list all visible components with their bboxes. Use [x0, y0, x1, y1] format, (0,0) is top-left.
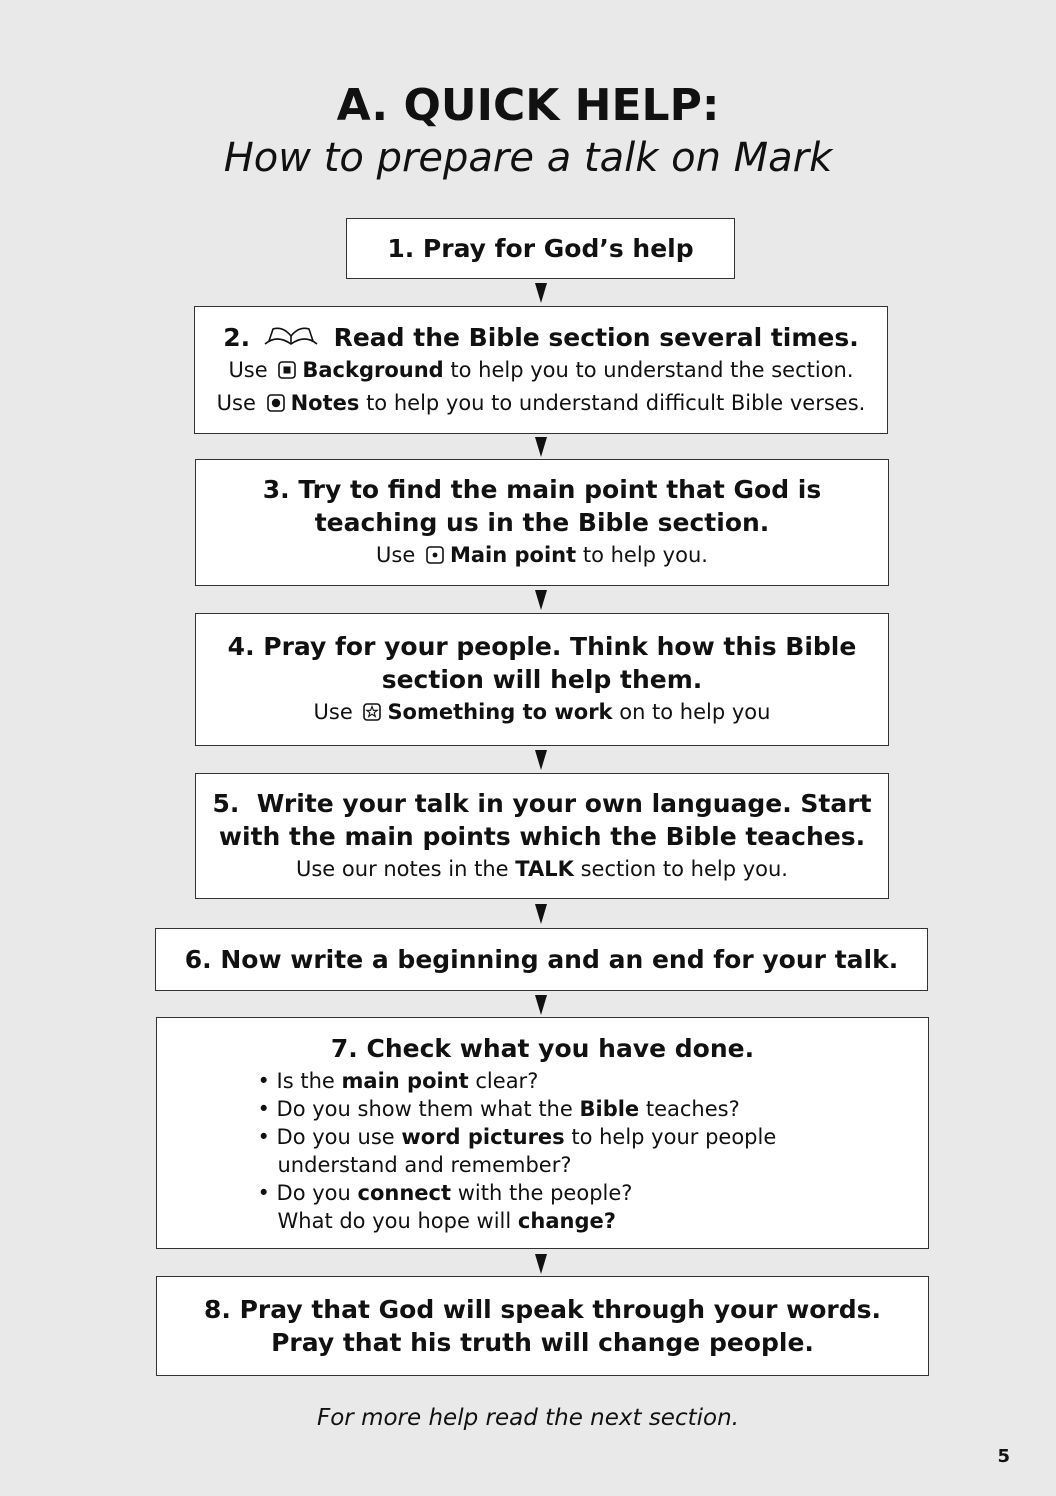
- checklist-item-1-bold: main point: [341, 1068, 469, 1093]
- step-2-line-1-post: to help you to understand the section.: [450, 357, 854, 382]
- step-2-line-2: [217, 387, 866, 420]
- step-5-line-1: [296, 853, 788, 886]
- step-3-box: [195, 459, 889, 586]
- arrow-1: [535, 283, 547, 303]
- arrow-5: [535, 904, 547, 924]
- step-3-line-1-bold: Main point: [449, 543, 577, 567]
- arrow-3: [535, 590, 547, 610]
- checklist-item-3-pre: • Do you use: [257, 1124, 395, 1149]
- checklist-item-1-pre: • Is the: [257, 1068, 335, 1093]
- checklist-item-2: [258, 1095, 858, 1123]
- step-2-line-1-bold: Background: [302, 357, 444, 382]
- arrow-4: [535, 750, 547, 770]
- step-4-box: [195, 613, 889, 746]
- step-2-number: 2.: [223, 322, 251, 352]
- step-5-heading-a: 5. Write your talk in your own language. Start: [212, 788, 872, 818]
- step-7-box: [156, 1017, 929, 1249]
- step-7-checklist: [258, 1067, 858, 1235]
- step-3-line-1-pre: Use: [376, 543, 416, 567]
- checklist-item-4-continued: [258, 1207, 858, 1235]
- page-title: A. QUICK HELP:: [336, 80, 720, 131]
- arrow-6: [535, 995, 547, 1015]
- checklist-item-3-post: to help your people understand and remember?: [277, 1124, 777, 1177]
- step-4-line-1: [314, 696, 771, 729]
- open-book-icon: [263, 326, 319, 348]
- checklist-item-2-bold: Bible: [579, 1096, 640, 1121]
- step-5-line-1-post: section to help you.: [580, 856, 788, 881]
- arrow-7: [535, 1254, 547, 1274]
- step-5-heading-b: with the main points which the Bible teaches.: [218, 821, 866, 851]
- step-3-line-1-post: to help you.: [582, 543, 708, 567]
- checklist-item-4b-bold: change?: [517, 1208, 616, 1233]
- checklist-item-4-post: with the people?: [457, 1180, 633, 1205]
- checklist-item-3: [258, 1123, 858, 1179]
- step-2-heading-text: Read the Bible section several times.: [333, 322, 859, 352]
- step-4-line-1-pre: Use: [313, 700, 353, 724]
- step-2-heading: [223, 321, 859, 354]
- step-2-box: [194, 306, 888, 434]
- step-1-box: [346, 218, 735, 279]
- checklist-item-2-pre: • Do you show them what the: [257, 1096, 573, 1121]
- page-number: 5: [997, 1446, 1010, 1467]
- checklist-item-4-pre: • Do you: [257, 1180, 351, 1205]
- step-5-box: [195, 773, 889, 899]
- checklist-item-4: [258, 1179, 858, 1207]
- checklist-item-1: [258, 1067, 858, 1095]
- step-4-heading-a: 4. Pray for your people. Think how this Bible: [227, 632, 857, 661]
- checklist-item-1-post: clear?: [475, 1068, 539, 1093]
- page-subtitle: How to prepare a talk on Mark: [223, 135, 833, 181]
- step-1-heading: 1. Pray for God’s help: [387, 234, 694, 263]
- step-7-heading: 7. Check what you have done.: [330, 1033, 755, 1063]
- square-dot-icon: [278, 361, 296, 379]
- step-6-heading: 6. Now write a beginning and an end for your talk.: [184, 945, 899, 974]
- step-4-line-1-post: on to help you: [619, 700, 771, 724]
- step-2-line-1: [228, 354, 853, 387]
- step-8-heading-a: 8. Pray that God will speak through your words.: [204, 1295, 881, 1324]
- checklist-item-2-post: teaches?: [645, 1096, 740, 1121]
- footer-note: For more help read the next section.: [317, 1405, 739, 1431]
- step-8-heading-b: Pray that his truth will change people.: [271, 1328, 814, 1357]
- checklist-item-4b-pre: What do you hope will: [277, 1208, 512, 1233]
- step-3-line-1: [376, 539, 708, 572]
- step-5-line-1-pre: Use our notes in the: [296, 856, 509, 881]
- step-2-line-2-pre: Use: [216, 390, 256, 415]
- step-4-line-1-bold: Something to work: [387, 700, 613, 724]
- step-5-line-1-bold: TALK: [515, 856, 574, 881]
- checklist-item-3-bold: word pictures: [401, 1124, 565, 1149]
- step-4-heading-b: section will help them.: [381, 665, 703, 694]
- step-3-heading-b: teaching us in the Bible section.: [314, 508, 770, 537]
- square-small-dot-icon: [426, 546, 444, 564]
- arrow-2: [535, 437, 547, 457]
- square-circle-icon: [267, 394, 285, 412]
- step-2-line-2-bold: Notes: [290, 390, 360, 415]
- step-2-line-1-pre: Use: [228, 357, 268, 382]
- step-8-box: [156, 1276, 929, 1376]
- square-star-icon: [363, 703, 381, 721]
- step-2-line-2-post: to help you to understand difficult Bible verses.: [366, 390, 866, 415]
- step-3-heading-a: 3. Try to find the main point that God is: [262, 475, 822, 504]
- checklist-item-4-bold: connect: [357, 1180, 452, 1205]
- step-6-box: [155, 928, 928, 991]
